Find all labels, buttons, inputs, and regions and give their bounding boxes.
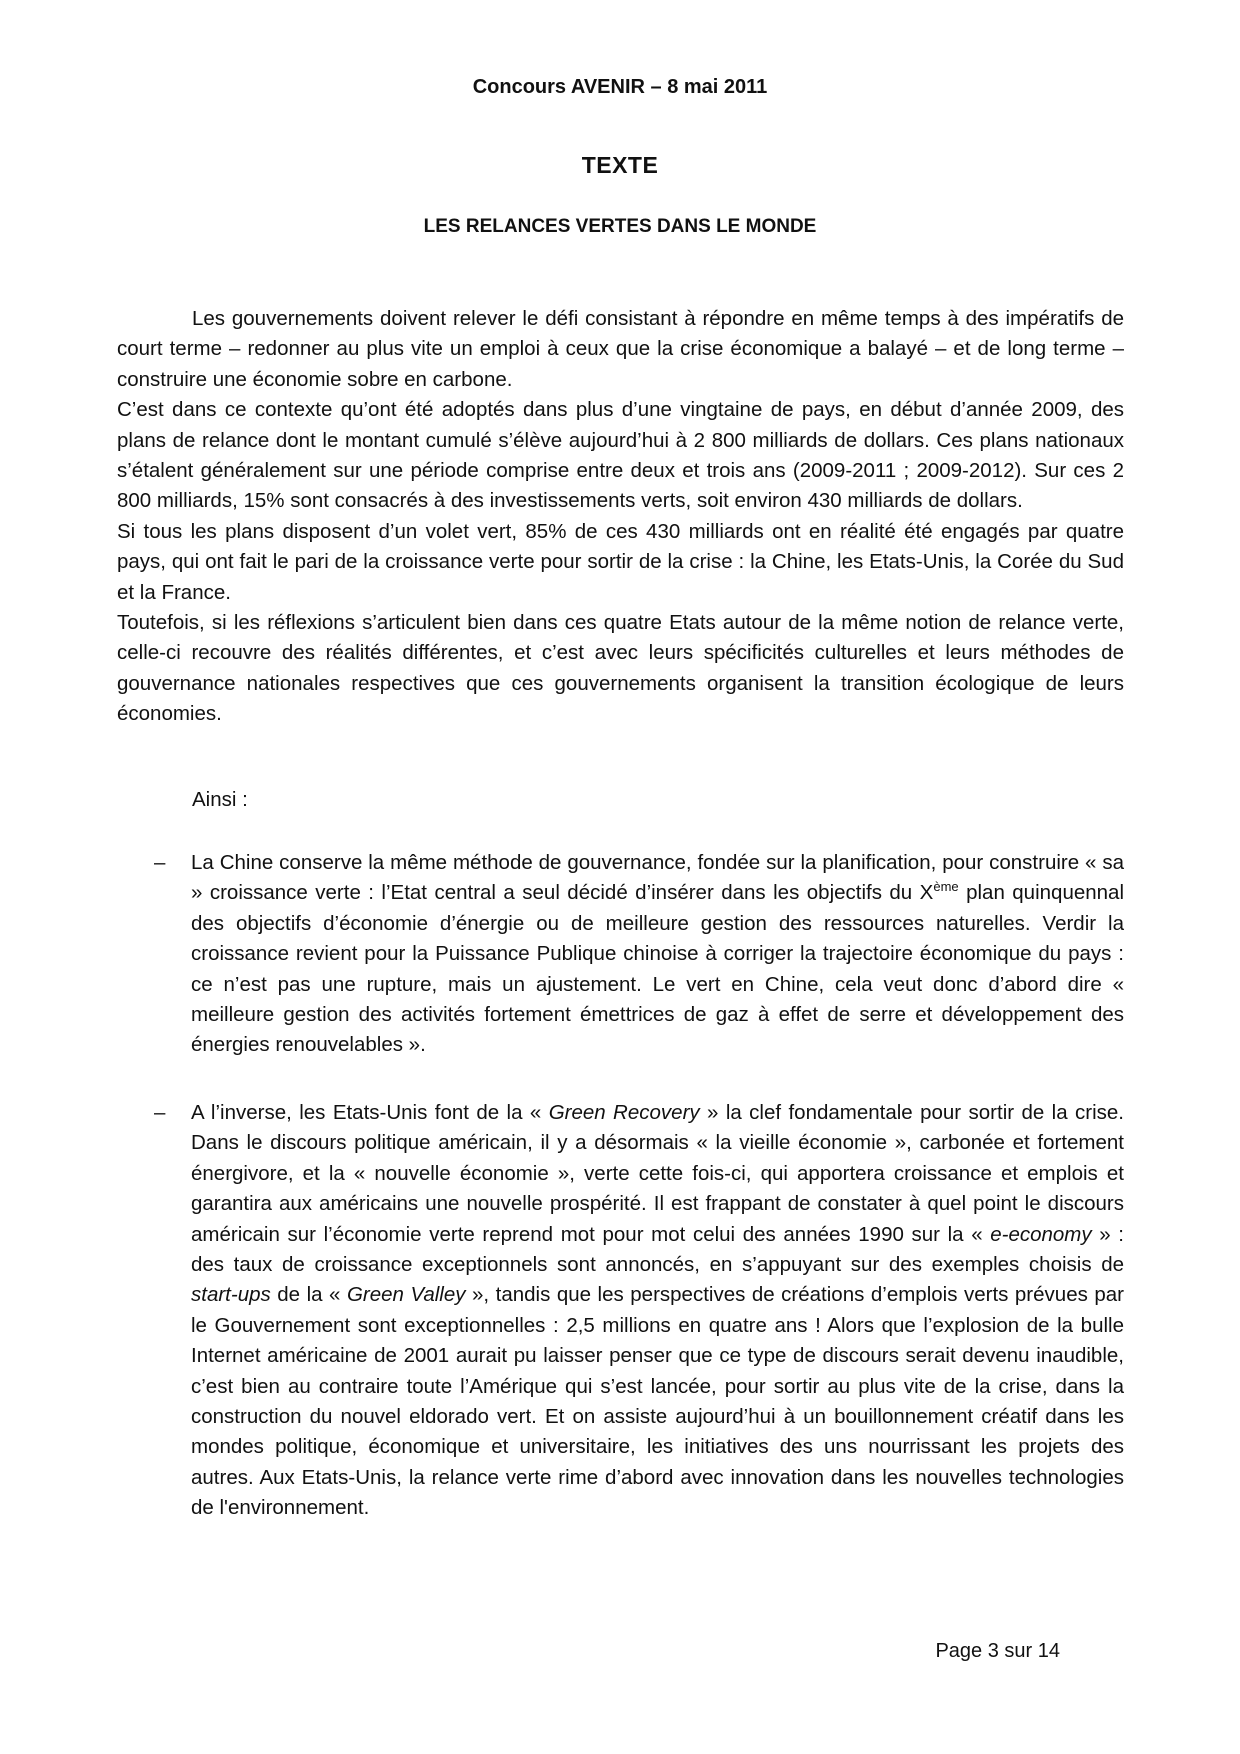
intro-section	[117, 304, 1124, 730]
bullet-dash: –	[154, 1101, 166, 1124]
bullet-china-part2: plan quinquennal des objectifs d’économie d’énergie ou de meilleure gestion des ressources naturelles. Verdir la croissance revient pour la Puissance Publique chinoise à corriger la trajectoire économique du pays : ce n’est pas une rupture, mais un ajustement. Le vert en Chine, cela veut donc d’abord dire « meilleure gestion des activités fortement émettrices de gaz à effet de serre et développement des énergies renouvelables ».	[191, 881, 1125, 1057]
bullet-text-usa	[191, 1098, 1124, 1524]
document-subtitle: LES RELANCES VERTES DANS LE MONDE	[423, 216, 817, 237]
paragraph-4: Toutefois, si les réflexions s’articulent bien dans ces quatre Etats autour de la même notion de relance verte, celle-ci recouvre des réalités différentes, et c’est avec leurs spécificités culturelles et leurs méthodes de gouvernance nationales respectives que ces gouvernements organisent la transition écologique de leurs économies.	[117, 611, 1124, 726]
bullet-usa-t3: » : des taux de croissance exceptionnels sont annoncés, en s’appuyant sur des exemples choisis de	[191, 1222, 1124, 1277]
superscript-eme: ème	[933, 879, 959, 895]
bullet-usa-t4: de la «	[270, 1283, 347, 1307]
bullet-china-part1: La Chine conserve la même méthode de gouvernance, fondée sur la planification, pour construire « sa » croissance verte : l’Etat central a seul décidé d’insérer dans les objectifs du X	[191, 851, 1124, 905]
page-number: Page 3 sur 14	[935, 1640, 1060, 1662]
ainsi-section	[117, 785, 1124, 815]
bullet-item-usa	[117, 1098, 1124, 1524]
document-title: TEXTE	[581, 152, 659, 178]
paragraph-3: Si tous les plans disposent d’un volet vert, 85% de ces 430 milliards ont en réalité été engagés par quatre pays, qui ont fait le pari de la croissance verte pour sortir de la crise : la Chine, les Etats-Unis, la Corée du Sud et la France.	[117, 519, 1124, 604]
paragraph-2: C’est dans ce contexte qu’ont été adoptés dans plus d’une vingtaine de pays, en début d’année 2009, des plans de relance dont le montant cumulé s’élève aujourd’hui à 2 800 milliards de dollars. Ces plans nationaux s’étalent généralement sur une période comprise entre deux et trois ans (2009-2011 ; 2009-2012). Sur ces 2 800 milliards, 15% sont consacrés à des investissements verts, soit environ 430 milliards de dollars.	[117, 398, 1124, 513]
bullet-text-china	[191, 848, 1124, 1061]
paragraph-ainsi: Ainsi :	[192, 788, 248, 811]
header-title: Concours AVENIR – 8 mai 2011	[472, 76, 768, 98]
italic-start-ups: start-ups	[191, 1283, 271, 1307]
bullet-item-china	[117, 848, 1124, 1061]
bullet-usa-t2: » la clef fondamentale pour sortir de la crise. Dans le discours politique américain, il y a désormais « la vieille économie », carbonée et fortement énergivore, et la « nouvelle économie », verte cette fois-ci, qui apportera croissance et emplois et garantira aux américains une nouvelle prospérité. Il est frappant de constater à quel point le discours américain sur l’économie verte reprend mot pour mot celui des années 1990 sur la «	[191, 1101, 1124, 1246]
bullet-dash: –	[154, 851, 166, 874]
italic-green-recovery: Green Recovery	[548, 1101, 700, 1124]
italic-e-economy: e-economy	[990, 1222, 1092, 1246]
bullet-usa-t5: », tandis que les perspectives de créations d’emplois verts prévues par le Gouvernement sont exceptionnelles : 2,5 millions en quatre ans ! Alors que l’explosion de la bulle Internet américaine de 2001 aurait pu laisser penser que ce type de discours serait devenu inaudible, c’est bien au contraire toute l’Amérique qui s’est lancée, pour sortir au plus vite de la crise, dans la construction du nouvel eldorado vert. Et on assiste aujourd’hui à un bouillonnement créatif dans les mondes politique, économique et universitaire, les initiatives des uns nourrissant les projets des autres. Aux Etats-Unis, la relance verte rime d’abord avec innovation dans les nouvelles technologies de l'environnement.	[191, 1283, 1124, 1520]
italic-green-valley: Green Valley	[346, 1283, 466, 1307]
bullet-usa-t1: A l’inverse, les Etats-Unis font de la «	[191, 1101, 549, 1124]
paragraph-1: Les gouvernements doivent relever le défi consistant à répondre en même temps à des impératifs de court terme – redonner au plus vite un emploi à ceux que la crise économique a balayé – et de long terme – construire une économie sobre en carbone.	[117, 307, 1124, 391]
